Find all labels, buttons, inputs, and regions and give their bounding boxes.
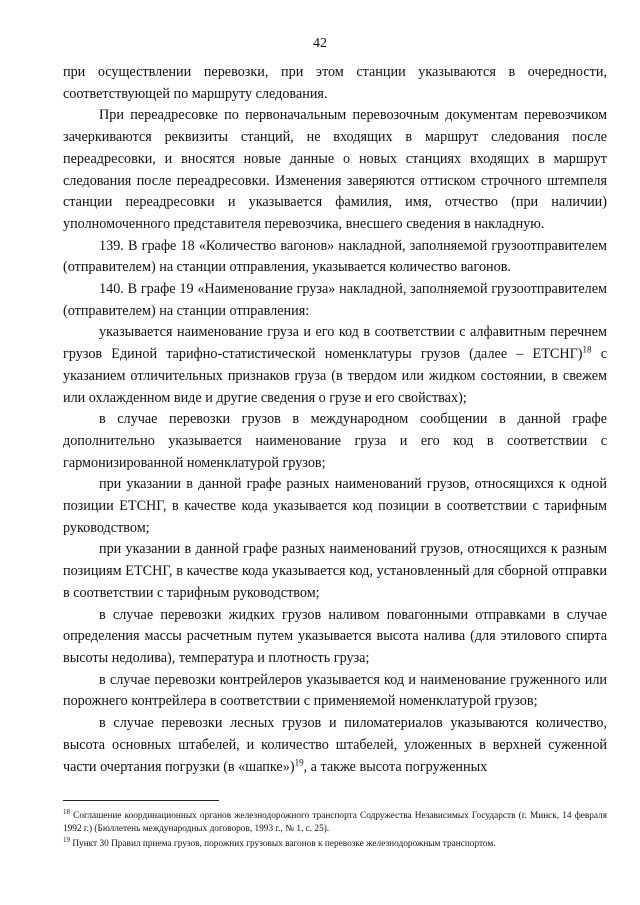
body-text	[63, 62, 607, 778]
footnote-18: $^{18}$ Соглашение координационных органов железнодорожного транспорта Содружества Независимых Государств (г. Минск, 14 февраля 1992 г.) (Бюллетень международных договоров, 1993 г., № 1, с. 25).	[63, 807, 608, 834]
paragraph-1: При переадресовке по первоначальным перевозочным документам перевозчиком зачеркиваются реквизиты станций, не входящих в маршрут следования после переадресовки, и вносятся новые данные о новых станциях входящих в маршрут следования после переадресовки. Изменения заверяются оттиском строчного штемпеля станции переадресовки и указывается фамилия, имя, отчество (при наличии) уполномоченного представителя перевозчика, внесшего сведения в накладную.	[63, 107, 607, 232]
paragraph-liquid-cargo: в случае перевозки жидких грузов наливом повагонными отправками в случае определения массы расчетным путем указывается высота налива (для этилового спирта высоты недолива), температура и плотность груза;	[63, 606, 607, 666]
paragraph-140: 140. В графе 19 «Наименование груза» накладной, заполняемой грузоотправителем (отправителем) на станции отправления:	[63, 281, 607, 319]
paragraph-cargo-name: указывается наименование груза и его код в соответствии с алфавитным перечнем грузов Единой тарифно-статистической номенклатуры грузов (далее – ЕТСНГ)$^{18}$ с указанием отличительных признаков груза (в твердом или жидком состоянии, в свежем или охлажденном виде и другие сведения о грузе и его свойствах);	[63, 324, 607, 406]
paragraph-timber: в случае перевозки лесных грузов и пиломатериалов указываются количество, высота основных штабелей, и количество штабелей, уложенных в верхней суженной части очертания погрузки (в «шапке»)$^{19}$, а также высота погруженных	[63, 715, 607, 775]
page-number: 42	[313, 36, 327, 51]
footnote-ref-18[interactable]: 18	[582, 344, 592, 355]
paragraph-one-position: при указании в данной графе разных наименований грузов, относящихся к одной позиции ЕТСНГ, в качестве кода указывается код позиции в соответствии с тарифным руководством;	[63, 476, 607, 536]
paragraph-139: 139. В графе 18 «Количество вагонов» накладной, заполняемой грузоотправителем (отправителем) на станции отправления, указывается количество вагонов.	[63, 237, 607, 276]
paragraph-0: при осуществлении перевозки, при этом станции указываются в очередности, соответствующей по маршруту следования.	[63, 64, 607, 102]
paragraph-trailers: в случае перевозки контрейлеров указывается код и наименование груженного или порожнего контрейлера в соответствии с применяемой номенклатурой грузов;	[63, 671, 607, 710]
paragraph-international: в случае перевозки грузов в международном сообщении в данной графе дополнительно указывается наименование груза и его код в соответствии с гармонизированной номенклатурой грузов;	[63, 411, 607, 471]
footnotes	[63, 807, 608, 854]
footnote-divider	[63, 800, 219, 801]
footnote-ref-19[interactable]: 19	[294, 756, 304, 767]
paragraph-different-positions: при указании в данной графе разных наименований грузов, относящихся к разным позициям ЕТСНГ, в качестве кода указывается код, установленный для сборной отправки в соответствии с тарифным руководством;	[63, 541, 607, 601]
footnote-19: $^{19}$ Пункт 30 Правил приема грузов, порожних грузовых вагонов к перевозке железнодорожным транспортом.	[63, 835, 496, 849]
